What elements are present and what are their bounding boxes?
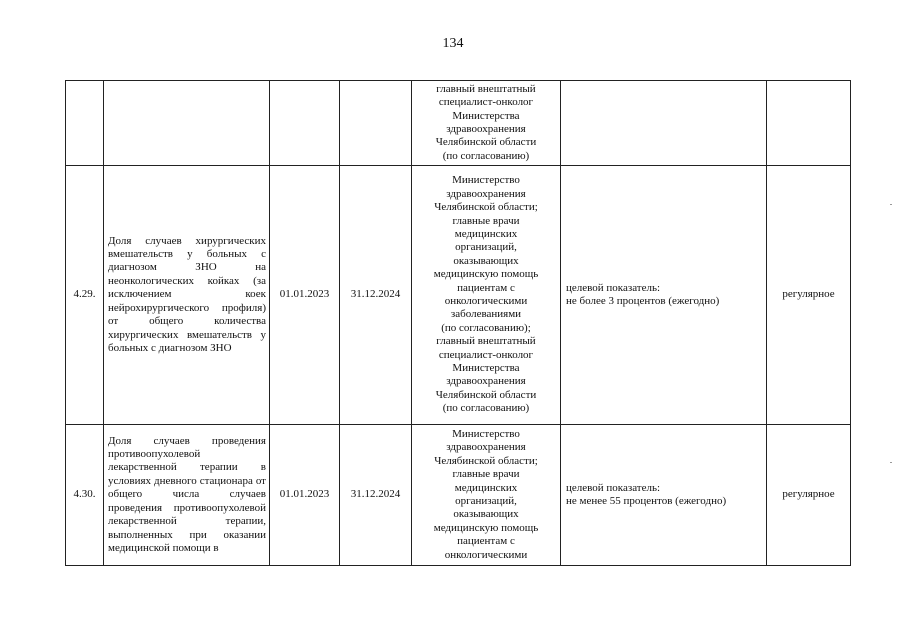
row-number-cell: 4.29. bbox=[66, 166, 104, 425]
periodicity-cell bbox=[767, 81, 851, 166]
page-number: 134 bbox=[442, 36, 464, 51]
row-number-cell bbox=[66, 81, 104, 166]
periodicity-cell: регулярное bbox=[767, 166, 851, 425]
responsible-cell: Министерство здравоохранения Челябинской области; главные врачи медицинских организаций, оказывающих медицинскую помощь пациентам с онкологическими заболеваниями (по согласованию); главный внештатный специалист-онколог Министерства здравоохранения Челябинской области (по согласованию) bbox=[412, 166, 561, 425]
indicator-cell: целевой показатель: не более 3 процентов (ежегодно) bbox=[561, 166, 767, 425]
start-date-cell bbox=[270, 81, 340, 166]
scan-speck bbox=[890, 462, 892, 463]
measure-name-cell bbox=[104, 81, 270, 166]
row-number-cell: 4.30. bbox=[66, 425, 104, 566]
table-row bbox=[66, 425, 851, 566]
end-date-cell: 31.12.2024 bbox=[340, 166, 412, 425]
start-date-cell: 01.01.2023 bbox=[270, 425, 340, 566]
indicator-cell bbox=[561, 81, 767, 166]
table-row bbox=[66, 166, 851, 425]
measure-name-cell: Доля случаев хирургических вмешательств у больных с диагнозом ЗНО на неонкологических койках (за исключением коек нейрохирургического профиля) от общего количества хирургических вмешательств у больных с диагнозом ЗНО bbox=[104, 166, 270, 425]
responsible-cell: Министерство здравоохранения Челябинской области; главные врачи медицинских организаций, оказывающих медицинскую помощь пациентам с онкологическими bbox=[412, 425, 561, 566]
end-date-cell bbox=[340, 81, 412, 166]
measure-name-cell: Доля случаев проведения противоопухолевой лекарственной терапии в условиях дневного стационара от общего числа случаев проведения противоопухолевой лекарственной терапии, выполненных при оказании медицинской помощи в bbox=[104, 425, 270, 566]
periodicity-cell: регулярное bbox=[767, 425, 851, 566]
start-date-cell: 01.01.2023 bbox=[270, 166, 340, 425]
responsible-cell: главный внештатный специалист-онколог Министерства здравоохранения Челябинской области (по согласованию) bbox=[412, 81, 561, 166]
table-row bbox=[66, 81, 851, 166]
measures-table bbox=[65, 80, 851, 566]
indicator-cell: целевой показатель: не менее 55 процентов (ежегодно) bbox=[561, 425, 767, 566]
scan-speck bbox=[890, 204, 892, 205]
end-date-cell: 31.12.2024 bbox=[340, 425, 412, 566]
